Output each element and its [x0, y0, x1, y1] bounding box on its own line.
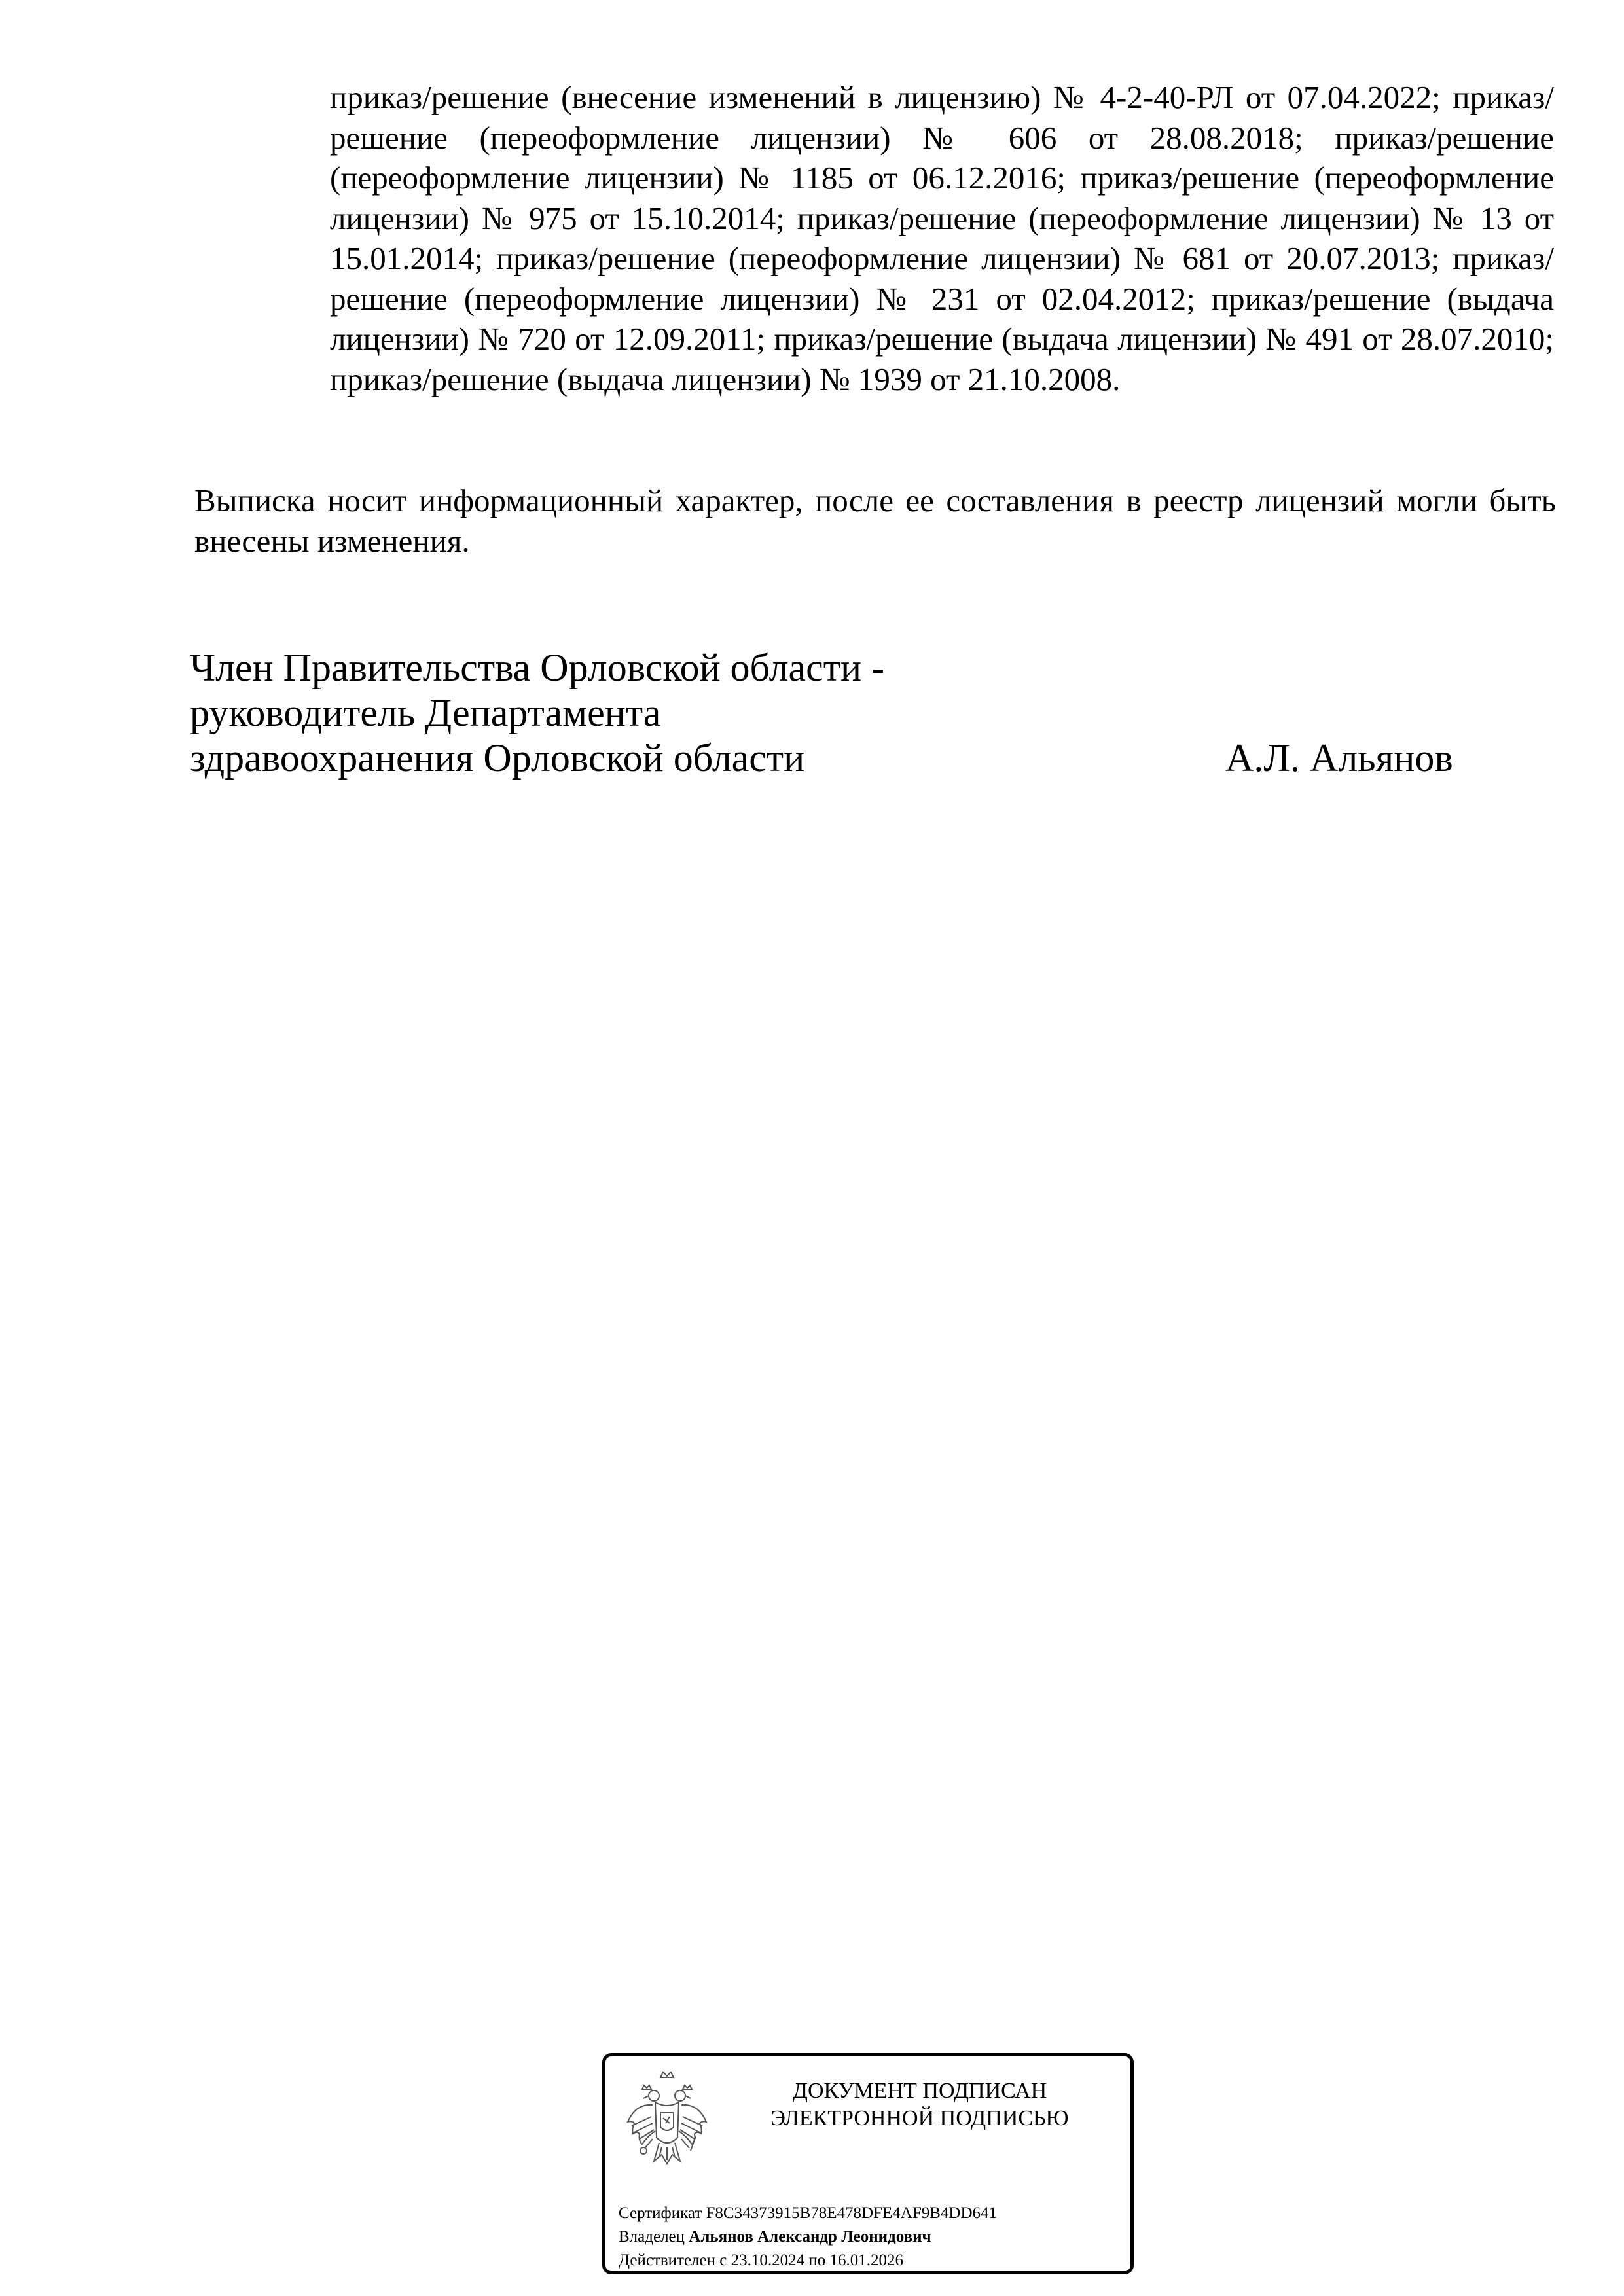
signatory-name: А.Л. Альянов: [1225, 736, 1453, 780]
certificate-row: [619, 2202, 1129, 2225]
information-notice: Выписка носит информационный характер, после ее составления в реестр лицензий могли быть внесены изменения.: [194, 482, 1556, 559]
stamp-title-line: ДОКУМЕНТ ПОДПИСАН: [792, 2079, 1047, 2103]
owner-value: Альянов Александр Леонидович: [689, 2228, 931, 2246]
orders-paragraph: приказ/решение (внесение изменений в лицензию) № 4-2-40-РЛ от 07.04.2022; приказ/решение (переоформление лицензии) № 606 от 28.08.2018; приказ/решение (переоформление лицензии) № 1185 от 06.12.2016; приказ/решение (переоформление лицензии) № 975 от 15.10.2014; приказ/решение (переоформление лицензии) № 13 от 15.01.2014; приказ/решение (переоформление лицензии) № 681 от 20.07.2013; приказ/решение (переоформление лицензии) № 231 от 02.04.2012; приказ/решение (выдача лицензии) № 720 от 12.09.2011; приказ/решение (выдача лицензии) № 491 от 28.07.2010; приказ/решение (выдача лицензии) № 1939 от 21.10.2008.: [330, 79, 1554, 397]
coat-of-arms-icon: [623, 2066, 712, 2169]
certificate-value: F8C34373915B78E478DFE4AF9B4DD641: [706, 2204, 998, 2222]
signatory-position-line: руководитель Департамента: [190, 691, 661, 734]
validity-row: Действителен с 23.10.2024 по 16.01.2026: [619, 2251, 903, 2269]
electronic-signature-stamp: [602, 2053, 1134, 2274]
owner-label: Владелец: [619, 2228, 685, 2246]
stamp-title-line: ЭЛЕКТРОННОЙ ПОДПИСЬЮ: [770, 2106, 1069, 2130]
owner-row: [619, 2225, 1129, 2249]
certificate-label: Сертификат: [619, 2204, 702, 2222]
signatory-position-line: здравоохранения Орловской области: [190, 736, 805, 780]
signatory-position-line: Член Правительства Орловской области -: [190, 646, 885, 689]
